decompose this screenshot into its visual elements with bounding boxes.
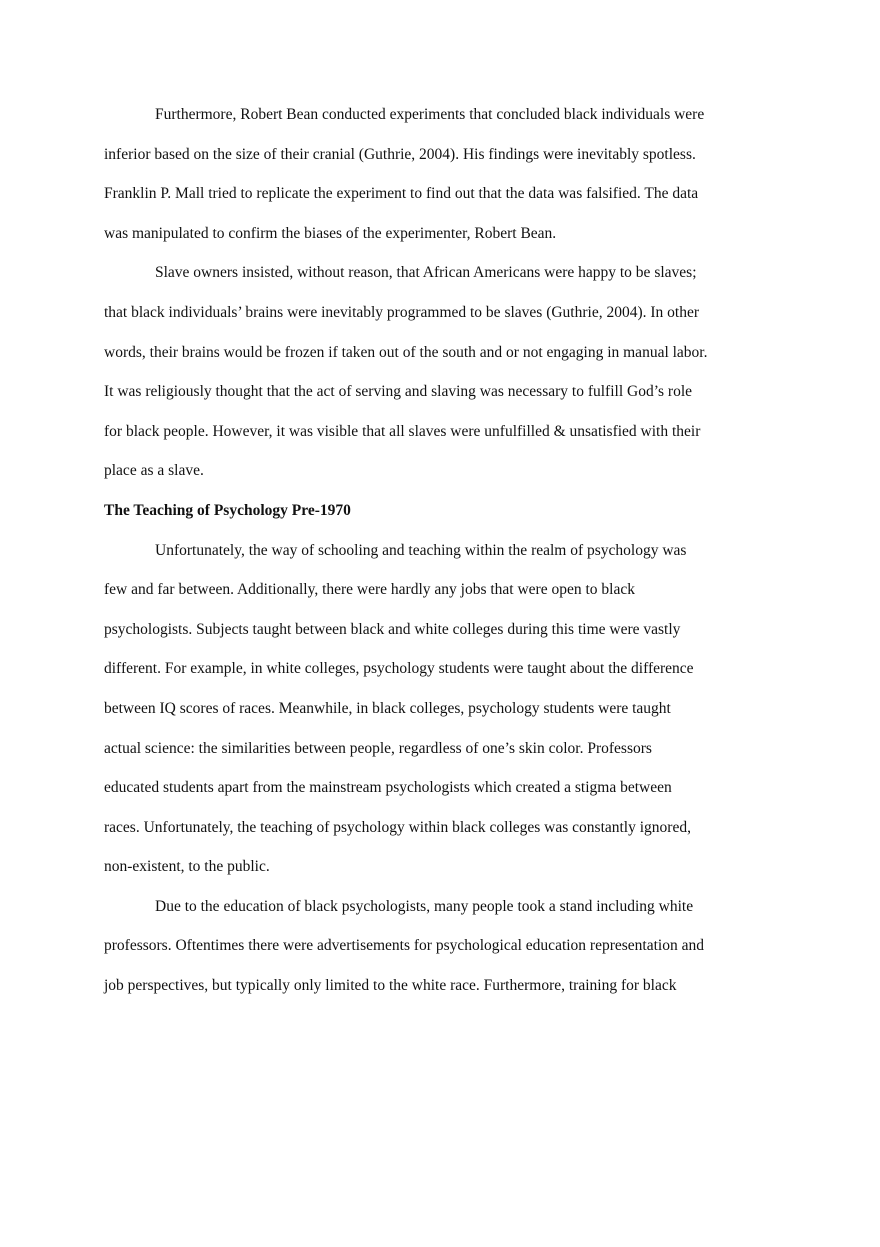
paragraph-1-line-1: Furthermore, Robert Bean conducted experiments that concluded black individuals were <box>155 106 705 123</box>
paragraph-2-line-1: Slave owners insisted, without reason, that African Americans were happy to be slaves; <box>155 264 697 282</box>
paragraph-2-line-5: for black people. However, it was visible that all slaves were unfulfilled & unsatisfied with their <box>104 422 701 440</box>
paragraph-1-line-4: was manipulated to confirm the biases of the experimenter, Robert Bean. <box>104 224 557 242</box>
paragraph-2-line-2: that black individuals’ brains were inevitably programmed to be slaves (Guthrie, 2004). In other <box>104 303 700 321</box>
paragraph-1-line-3: Franklin P. Mall tried to replicate the experiment to find out that the data was falsified. The data <box>104 185 699 203</box>
section-heading: The Teaching of Psychology Pre-1970 <box>104 501 351 519</box>
paragraph-1-line-2: inferior based on the size of their cranial (Guthrie, 2004). His findings were inevitably spotless. <box>104 145 696 163</box>
paragraph-4-line-1: Due to the education of black psychologists, many people took a stand including white <box>155 897 694 915</box>
paragraph-3-line-9: non-existent, to the public. <box>104 858 270 876</box>
paragraph-3-line-6: actual science: the similarities between people, regardless of one’s skin color. Professors <box>104 739 652 757</box>
paragraph-4-line-3: job perspectives, but typically only limited to the white race. Furthermore, training for black <box>104 977 677 995</box>
document-body <box>104 100 780 1011</box>
paragraph-3-line-3: psychologists. Subjects taught between black and white colleges during this time were vastly <box>104 620 681 638</box>
paragraph-3-line-8: races. Unfortunately, the teaching of psychology within black colleges was constantly ignored, <box>104 818 691 836</box>
paragraph-3-line-4: different. For example, in white colleges, psychology students were taught about the difference <box>104 660 694 678</box>
paragraph-2-line-6: place as a slave. <box>104 462 204 480</box>
paragraph-3-line-2: few and far between. Additionally, there were hardly any jobs that were open to black <box>104 581 635 599</box>
paragraph-3-line-1: Unfortunately, the way of schooling and teaching within the realm of psychology was <box>155 541 687 559</box>
paragraph-2-line-4: It was religiously thought that the act of serving and slaving was necessary to fulfill God’s role <box>104 383 693 401</box>
paragraph-4-line-2: professors. Oftentimes there were advertisements for psychological education representation and <box>104 937 704 955</box>
paragraph-2-line-3: words, their brains would be frozen if taken out of the south and or not engaging in manual labor. <box>104 343 708 361</box>
paragraph-3-line-7: educated students apart from the mainstream psychologists which created a stigma between <box>104 779 672 797</box>
paragraph-3-line-5: between IQ scores of races. Meanwhile, in black colleges, psychology students were taught <box>104 699 671 717</box>
